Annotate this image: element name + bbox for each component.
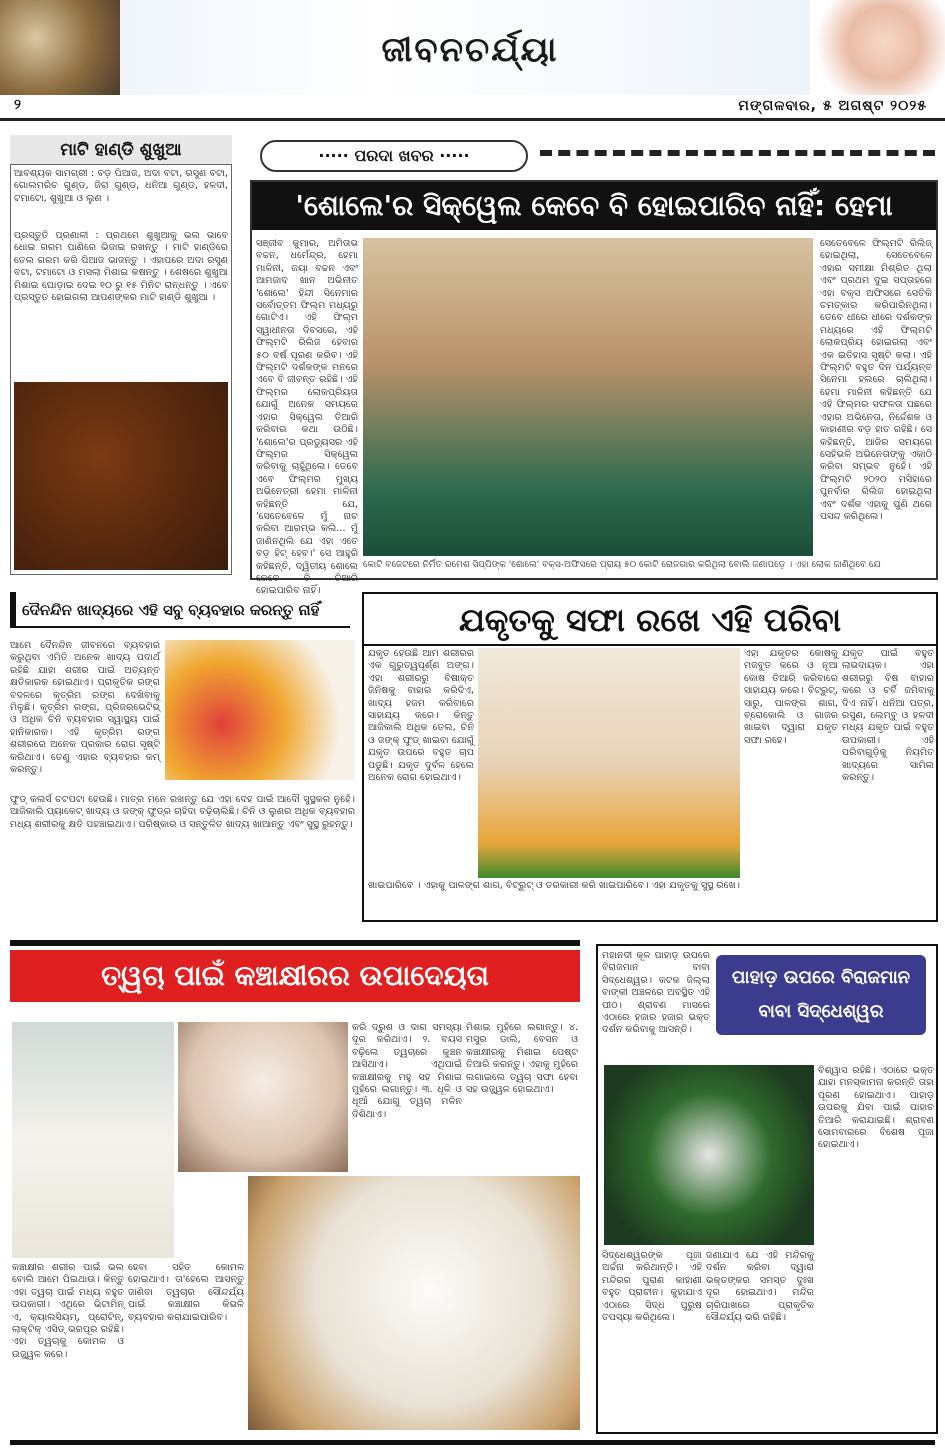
recipe-ingredients: ଆବଶ୍ୟକ ସାମଗ୍ରୀ : ବଡ଼ ପିଆଜ, ଅଦା ବଟା, ରସୁଣ ବଟା, ଗୋଲମରିଚ ଗୁଣ୍ଡ, ଜିରା ଗୁଣ୍ଡ, ଧନିଆ ଗୁଣ୍ଡ, ହଳଦୀ, ଟମାଟୋ, ଶୁଖୁଆ ଓ ଲୁଣ ।: [14, 168, 228, 204]
hema-headline: 'ଶୋଲେ'ର ସିକ୍ୱେଲ କେବେ ବି ହୋଇପାରିବ ନାହିଁ: ହେମା: [252, 182, 936, 230]
page-bottom-rule: [10, 1440, 935, 1445]
yakrut-column-2: ଏହା ଯକୃତର କୋଷକୁ ମଜବୁତ କରେ ଓ ନୂଆ କୋଷ ତିଆରି କରିବାରେ ସାହାଯ୍ୟ କରେ। ବିଟ୍‌ରୁଟ୍, ସାରୁ, ପାଳଙ୍ଗ ଶାଗ, ବ୍ରୋକୋଲି ଓ ଗାଜର ଖାଇବା ଦ୍ୱାରା ଯକୃତ ସଫା ରହେ।: [744, 648, 838, 746]
kanchakhira-column-top-2: ମିଶାଇ ମୁହଁରେ ଲଗାନ୍ତୁ। ୪. ମସୁର ଡାଲି, ବେସନ ଓ କଞ୍ଚାକ୍ଷୀରକୁ ମିଶାଇ ପେଷ୍ଟ ତିଆରି କରନ୍ତୁ। ଏହାକୁ ମୁହଁରେ ଲଗାଇଲେ ତ୍ୱଚା ସଫା ହେବା ସହ ଉଜ୍ଜ୍ୱଳ ହୋଇଥାଏ।: [466, 1022, 578, 1096]
yakrut-column-1: ଯକୃତ ହେଉଛି ଆମ ଶରୀରର ଏକ ଗୁରୁତ୍ୱପୂର୍ଣ୍ଣ ଅଙ୍ଗ। ଏହା ଶରୀରରୁ ବିଷାକ୍ତ ଜିନିଷକୁ ବାହାର କରିଦିଏ, ଖାଦ୍ୟ ହଜମ କରିବାରେ ସାହାଯ୍ୟ କରେ। କିନ୍ତୁ ଆଜିକାଲି ଅଧିକ ତେଲ, ଚିନି ଓ ଜଙ୍କ୍ ଫୁଡ୍ ଖାଇବା ଯୋଗୁଁ ଯକୃତ ଉପରେ ବହୁତ ଚାପ ପଡୁଛି। ଯକୃତ ଦୁର୍ବଳ ହେଲେ ଅନେକ ରୋଗ ହୋଇଥାଏ।: [368, 648, 474, 784]
hema-column-2: ସେତେବେଳେ ଫିଲ୍ମଟି ରିଲିଜ୍ ହୋଇଥିଲା, ସେତେବେଳେ ଏହାର ସମୀକ୍ଷା ମିଶ୍ରିତ ଥିଲା ଏବଂ ପ୍ରଥମ ଦୁଇ ସପ୍ତାହରେ ଏହା ବକ୍ସ ଅଫିସରେ ସେତିକି ଚମତ୍କାର କରିପାରିନଥିଲା। ତେବେ ଧୀରେ ଧୀରେ ଦର୍ଶକଙ୍କ ମଧ୍ୟରେ ଏହି ଫିଲ୍ମଟି ଲୋକପ୍ରିୟ ହୋଇଗଲା ଏବଂ ଏକ ଇତିହାସ ସୃଷ୍ଟି କଲା। ଏହି ଫିଲ୍ମଟି ବହୁତ ଦିନ ପର୍ଯ୍ୟନ୍ତ ସିନେମା ହଲରେ ଚାଲିଥିଲା। ହେମା ମାଳିନୀ କହିଛନ୍ତି ଯେ ଏହି ଫିଲ୍ମର ସଫଳତା ପଛରେ ଏହାର ଅଭିନେତା, ନିର୍ଦ୍ଦେଶକ ଓ କାହାଣୀର ବଡ଼ ହାତ ରହିଛି। ସେ କହିଛନ୍ତି, ଆଜିର ସମୟରେ ସେହିଭଳି ଅଭିନେତାଙ୍କୁ ଏକାଠି କରିବା ସମ୍ଭବ ନୁହେଁ। ଏହି ଫିଲ୍ମଟି ୨୦୨୦ ମସିହାରେ ପୁନର୍ବାର ରିଲିଜ ହୋଇଥିଲା ଏବଂ ଦର୍ଶକ ଏହାକୁ ପୁଣି ଥରେ ପସନ୍ଦ କରିଥିଲେ।: [820, 238, 932, 522]
khadya-headline: ଦୈନନ୍ଦିନ ଖାଦ୍ୟରେ ଏହି ସବୁ ବ୍ୟବହାର କରନ୍ତୁ ନାହିଁ: [10, 592, 350, 628]
issue-date: ମଙ୍ଗଳବାର, ୫ ଅଗଷ୍ଟ ୨୦୨୫: [738, 98, 927, 114]
section-title: ଜୀବନଚର୍ଯ୍ୟା: [381, 30, 559, 70]
liver-woman-photo: [478, 648, 740, 878]
hema-column-1: ସଞ୍ଜୀବ କୁମାର, ଅମିତାଭ ବଚ୍ଚନ, ଧର୍ମେନ୍ଦ୍ର, ହେମା ମାଳିନୀ, ଜୟା ବଚ୍ଚନ ଏବଂ ଆମଜାଦ ଖାନ ଅଭିନୀତ 'ଶୋଲେ' ହିନ୍ଦୀ ସିନେମାର ସର୍ବୋତ୍ତମ ଫିଲ୍ମ ମଧ୍ୟରୁ ଗୋଟିଏ। ଏହି ଫିଲ୍ମ ସ୍ୱାଧୀନତା ଦିବସରେ, ଏହି ଫିଲ୍ମଟି ରିଲିଜ ହେବାର ୫୦ ବର୍ଷ ପୂରଣ କରିବ। ଏହି ଫିଲ୍ମଟି ଦର୍ଶକଙ୍କ ମନରେ ଏବେ ବି ଜୀବନ୍ତ ରହିଛି। ଏହି ଫିଲ୍ମର ଲୋକପ୍ରିୟତା ଯୋଗୁଁ ଅନେକ ସମୟରେ ଏହାର ସିକ୍ୱେଲ ତିଆରି କରିବାର କଥା ଉଠିଛି। 'ଶୋଲେ'ର ପ୍ରଡ୍ୟୁସର ଏହି ଫିଲ୍ମର ସିକ୍ୱେଲ କରିବାକୁ ଚାହୁଁଥିଲେ। ତେବେ ଏବେ ଫିଲ୍ମର ମୁଖ୍ୟ ଅଭିନେତ୍ରୀ ହେମା ମାଳିନୀ କହିଛନ୍ତି ଯେ, 'ସେତେବେଳେ ମୁଁ ନାଚ କରିବା ଆରମ୍ଭ କଲି... ମୁଁ ଜାଣିନଥିଲି ଯେ ଏହା ଏତେ ବଡ଼ ହିଟ୍ ହେବ।' ସେ ଆହୁରି କହିଛନ୍ତି, ଦ୍ୱିତୀୟ ଶୋଲେ କେବେ ବି ତିଆରି ହୋଇପାରିବ ନାହିଁ।: [256, 238, 358, 597]
food-colors-photo: [165, 640, 355, 780]
baba-column-bottom-mid: ଜଣାଯାଏ ଯେ ଏହି ମନ୍ଦିରକୁ ଦର୍ଶନ କରିବା ଦ୍ୱାରା ଭକ୍ତଙ୍କର ସମସ୍ତ ଦୁଃଖ ଦୂର ହୋଇଥାଏ। ମନ୍ଦିର ଚାରିପାଖରେ ପ୍ରାକୃତିକ ସୌନ୍ଦର୍ଯ୍ୟ ଭରି ରହିଛି।: [706, 1250, 814, 1324]
yogurt-bowl-photo: [248, 1176, 580, 1430]
kanchakhira-headline: ତ୍ୱଚା ପାଇଁ କଞ୍ଚାକ୍ଷୀରର ଉପାଦେୟତା: [10, 950, 580, 1002]
khadya-column-1: ଆମେ ଦୈନନ୍ଦିନ ଜୀବନରେ ବ୍ୟବହାର କରୁଥିବା ଏମିତି ଅନେକ ଖାଦ୍ୟ ପଦାର୍ଥ ରହିଛି ଯାହା ଶରୀର ପାଇଁ ଅତ୍ୟନ୍ତ କ୍ଷତିକାରକ ହୋଇଥାଏ। ପ୍ରାକୃତିକ ରଙ୍ଗ ବଦଳରେ କୃତ୍ରିମ ରଙ୍ଗ ଦେଖିବାକୁ ମିଳୁଛି। କୃତ୍ରିମ ରଙ୍ଗ, ପ୍ରିଜରଭେଟିଭ୍ ଓ ଅଧିକ ଚିନି ବ୍ୟବହାର ସ୍ୱାସ୍ଥ୍ୟ ପାଇଁ ହାନିକାରକ। ଏହି କୃତ୍ରିମ ରଙ୍ଗ ଶରୀରରେ ଅନେକ ପ୍ରକାର ରୋଗ ସୃଷ୍ଟି କରିଥାଏ। ତେଣୁ ଏହାର ବ୍ୟବହାର କମ୍ କରନ୍ତୁ।: [10, 640, 160, 776]
page-number: ୨: [14, 97, 21, 113]
baba-column-right: ବିଶ୍ୱାସ ରହିଛି। ଏଠାରେ ଭକ୍ତ ଯାହା ମନସ୍କାମନା କରନ୍ତି ତାହା ପୂରଣ ହୋଇଥାଏ। ପାହାଡ଼ ଉପରକୁ ଯିବା ପାଇଁ ପାହାଚ ତିଆରି କରାଯାଇଛି। ଶ୍ରାବଣ ସୋମବାରରେ ବିଶେଷ ପୂଜା ହୋଇଥାଏ।: [818, 1065, 934, 1151]
yakrut-column-3: ଯକୃତ ପାଇଁ ବହୁତ ଲାଭଦାୟକ। ଏହା ଶରୀରରୁ ବିଷ ବାହାର କରେ ଓ ଚର୍ବି ଜମିବାକୁ ଦିଏ ନାହିଁ। ଧନିଆ ପତ୍ର, ରସୁଣ, ଲେମ୍ବୁ ଓ ହଳଦୀ ମଧ୍ୟ ଯକୃତ ପାଇଁ ବହୁତ ଉପକାରୀ। ଏହି ପରିବାଗୁଡ଼ିକୁ ନିୟମିତ ଖାଦ୍ୟରେ ସାମିଲ କରନ୍ତୁ।: [842, 648, 934, 784]
baba-column-top: ମହାନଦୀ କୂଳ ପାହାଡ଼ ଉପରେ ବିରାଜମାନ ବାବା ସିଦ୍ଧେଶ୍ୱର। କଟକ ଜିଲ୍ଲା ବାଙ୍କୀ ଅଞ୍ଚଳରେ ଅବସ୍ଥିତ ଏହି ପୀଠ। ଶ୍ରାବଣ ମାସରେ ଏଠାରେ ହଜାର ହଜାର ଭକ୍ତ ଦର୍ଶନ କରିବାକୁ ଆସନ୍ତି।: [602, 950, 710, 1036]
kicker-rule: [540, 150, 935, 162]
kanchakhira-rule: [10, 940, 580, 946]
recipe-method: ପ୍ରସ୍ତୁତି ପ୍ରଣାଳୀ : ପ୍ରଥମେ ଶୁଖୁଆକୁ ଭଲ ଭାବେ ଧୋଇ ଗରମ ପାଣିରେ ଭିଜାଇ ରଖନ୍ତୁ । ମାଟି ହାଣ୍ଡିରେ ତେଲ ଗରମ କରି ପିଆଜ ଭାଜନ୍ତୁ । ଏହାପରେ ଅଦା ରସୁଣ ବଟା, ଟମାଟୋ ଓ ମସଲା ମିଶାଇ କଷନ୍ତୁ । ଶେଷରେ ଶୁଖୁଆ ମିଶାଇ ଘୋଡ଼ାଇ ଦେଇ ୧୦ ରୁ ୧୫ ମିନିଟ ରାନ୍ଧନ୍ତୁ । ଏବେ ପ୍ରସ୍ତୁତ ହୋଇଗଲା ଆପଣଙ୍କର ମାଟି ହାଣ୍ଡି ଶୁଖୁଆ ।: [14, 230, 228, 304]
masthead-food-image: [0, 0, 120, 95]
baba-column-bottom-left: ସିଦ୍ଧେଶ୍ୱରଙ୍କ ପୂଜା ଅର୍ଚ୍ଚନା କରିଥାନ୍ତି। ଏହି ମନ୍ଦିରର ପୁରାଣ କାହାଣୀ ବହୁତ ପ୍ରାଚୀନ। କୁହାଯାଏ ଏଠାରେ ସିଦ୍ଧ ପୁରୁଷ ତପସ୍ୟା କରିଥିଲେ।: [602, 1250, 702, 1324]
hema-caption: କୋଟି ବଜେଟରେ ନିର୍ମିତ ରମେଶ ସିପ୍ପିଙ୍କ 'ଶୋଲେ' ବକ୍ସ-ଅଫିସରେ ପ୍ରାୟ ୫୦ କୋଟି ରୋଜଗାର କରିଥିଲା ବୋଲି ଜଣାପଡ଼େ । ଏହା ଲୋକ ଜାଣିଥିବେ ଯେ: [363, 560, 881, 570]
recipe-photo: [14, 382, 228, 570]
baba-headline: ପାହାଡ଼ ଉପରେ ବିରାଜମାନ ବାବା ସିଦ୍ଧେଶ୍ୱର: [716, 955, 926, 1035]
milk-bottles-photo: [12, 1022, 174, 1258]
kanchakhira-column-top-1: କରି ଦ୍ରୁଶ ଓ ଦାଗ ସମସ୍ୟା ଦୂର କରିଥାଏ। ୨. ବୟସ ବଢ଼ିଲେ ତ୍ୱଚାରେ କୁଞ୍ଚନ ଆସିଥାଏ। ଏଥିପାଇଁ କଞ୍ଚାକ୍ଷୀରକୁ ମହୁ ସହ ମିଶାଇ ମୁହଁରେ ଲଗାନ୍ତୁ। ୩. ଧୂଳି ଓ ଧୂଆଁ ଯୋଗୁ ତ୍ୱଚା ମଳିନ ଦିଶିଥାଏ।: [352, 1022, 462, 1120]
kanchakhira-column-left: କଞ୍ଚାକ୍ଷୀର ଶରୀର ପାଇଁ ଭଲ ବୋଲି ଆମେ ପିଇଥାଉ। କିନ୍ତୁ ଏହା ତ୍ୱଚା ପାଇଁ ମଧ୍ୟ ବହୁତ ଉପକାରୀ। ଏଥିରେ ଭିଟାମିନ୍ ଏ, କ୍ୟାଲସିୟମ୍, ପ୍ରୋଟିନ୍, ଲାକ୍ଟିକ୍ ଏସିଡ୍ ଭରପୂର ରହିଛି। ଏହା ତ୍ୱଚାକୁ କୋମଳ ଓ ଉଜ୍ଜ୍ୱଳ କରେ।: [12, 1262, 124, 1360]
kanchakhira-column-mid: ହେବା ସହିତ କୋମଳ ହୋଇଥାଏ। ତା'ହେଲେ ଆସନ୍ତୁ ଜାଣିବା ତ୍ୱଚାର ସୌନ୍ଦର୍ଯ୍ୟ ପାଇଁ କଞ୍ଚାକ୍ଷୀର କିଭଳି ବ୍ୟବହାର କରାଯାଇପାରିବ।: [128, 1262, 244, 1323]
face-mask-photo: [178, 1022, 348, 1172]
hema-malini-photo: [363, 238, 813, 556]
masthead-woman-image: [810, 0, 945, 95]
section-kicker: ····· ପରଦା ଖବର ·····: [260, 140, 528, 172]
khadya-column-2: ଫୁଡ୍ କଲର୍ସ ଚଟପଟା ହେଉଛି। ମାତ୍ର ମନେ ରଖନ୍ତୁ ଯେ ଏହା ଦେହ ପାଇଁ ଆଦୌ ସୁସ୍ଥକର ନୁହେଁ। ଆଜିକାଲି ପ୍ୟାକେଟ୍ ଖାଦ୍ୟ ଓ ଜଙ୍କ୍ ଫୁଡ୍‌ର ଚାହିଦା ବଢ଼ିଚାଲିଛି। ଚିନି ଓ ଲୁଣର ଅଧିକ ବ୍ୟବହାର ମଧ୍ୟ ଶରୀରକୁ କ୍ଷତି ପହଞ୍ଚାଇଥାଏ। ପରିଷ୍କାର ଓ ସନ୍ତୁଳିତ ଖାଦ୍ୟ ଖାଆନ୍ତୁ ଏବଂ ସୁସ୍ଥ ରୁହନ୍ତୁ।: [10, 794, 355, 830]
yakrut-headline: ଯକୃତକୁ ସଫା ରଖେ ଏହି ପରିବା: [364, 594, 936, 646]
recipe-title: ମାଟି ହାଣ୍ଡି ଶୁଖୁଆ: [10, 135, 232, 165]
shiva-lingam-photo: [604, 1065, 814, 1245]
yakrut-bottom-text: ଖାଇପାରିବେ । ଏହାକୁ ପାଳଙ୍ଗ ଶାଗ, ବିଟ୍‌ରୁଟ୍ ଓ ତରକାରୀ କରି ଖାଇପାରିବେ। ଏହା ଯକୃତକୁ ସୁସ୍ଥ ରଖେ।: [368, 880, 740, 891]
date-bar: [0, 95, 945, 121]
